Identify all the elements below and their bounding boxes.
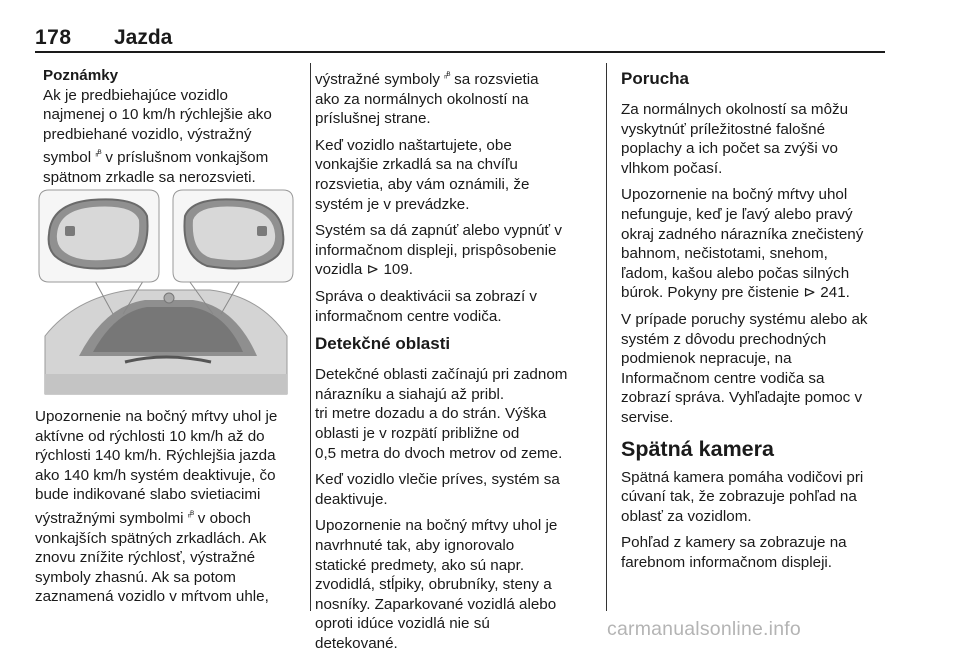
static-objects-paragraph: Upozornenie na bočný mŕtvy uhol je navrhnuté tak, aby ignorovalo statické predmety, ako sú napr. zvodidlá, stĺpiky, obrubníky, steny a nosníky. Zaparkované vozidlá alebo oproti idúce vozidlá nie sú detekované. — [315, 517, 558, 652]
rear-camera-heading: Spätná kamera — [621, 436, 774, 461]
blind-spot-warning-icon: ᵣᵢᴮ — [187, 508, 194, 519]
column-right — [621, 66, 887, 579]
note-text: Ak je predbiehajúce vozidlo najmenej o 10 km/h rýchlejšie ako predbiehané vozidlo, výstražný symbol $^{ᵣᵢᴮ}$ v príslušnom vonkajšom spätnom zrkadle sa nerozsvieti. — [43, 86, 272, 187]
deactivation-paragraph: Správa o deaktivácii sa zobrazí v informačnom centre vodiča. — [315, 288, 538, 325]
camera-display-paragraph: Pohľad z kamery sa zobrazuje na farebnom informačnom displeji. — [621, 534, 847, 571]
column-left-lower — [35, 407, 305, 607]
false-alarms-paragraph: Za normálnych okolností sa môžu vyskytnúť príležitostné falošné poplachy a ich počet sa zvýši vo vlhkom počasí. — [621, 101, 849, 177]
column-middle — [315, 66, 603, 661]
enable-paragraph: Systém sa dá zapnúť alebo vypnúť v informačnom displeji, prispôsobenie vozidla ⊳ 109. — [315, 222, 562, 279]
blind-spot-warning-icon: ᵣᵢᴮ — [95, 148, 102, 159]
page-reference-icon: ⊳ — [803, 284, 817, 302]
trailer-paragraph: Keď vozidlo vlečie príves, systém sa deaktivuje. — [315, 471, 560, 508]
page-number: 178 — [35, 26, 72, 49]
mirror-car-image — [35, 186, 297, 394]
header-rule — [35, 51, 885, 53]
blind-spot-mirror-illustration — [35, 186, 297, 394]
blind-spot-warning-icon: ᵣᵢᴮ — [444, 70, 450, 80]
section-title: Jazda — [114, 26, 173, 49]
speed-range-paragraph: Upozornenie na bočný mŕtvy uhol je aktívne od rýchlosti 10 km/h až do rýchlosti 140 km/h. Rýchlejšia jazda ako 140 km/h systém deaktivuje, čo bude indikované slabo svietiacimi výstražnými symbolmi $^{ᵣᵢᴮ}$ v oboch vonkajších spätných zrkadlách. Ak znovu znížite rýchlosť, výstražné symboly zhasnú. Ak sa potom zaznamená vozidlo v mŕtvom uhle, — [35, 408, 278, 606]
detection-zones-paragraph: Detekčné oblasti začínajú pri zadnom nárazníku a siahajú až pribl. tri metre dozadu a do strán. Výška oblasti je v rozpätí približne od 0,5 metra do dvoch metrov od zeme. — [315, 366, 568, 462]
start-paragraph: Keď vozidlo naštartujete, obe vonkajšie zrkadlá sa na chvíľu rozsvietia, aby vám oznámili, že systém je v prevádzke. — [315, 136, 530, 213]
symbols-paragraph: výstražné symboly $^{ᵣᵢᴮ}$ sa rozsvietia ako za normálnych okolností na príslušnej strane. — [315, 70, 539, 128]
page-reference-icon: ⊳ — [366, 261, 380, 279]
detection-zones-heading: Detekčné oblasti — [315, 334, 451, 354]
page-header — [35, 26, 885, 54]
column-divider-left — [310, 63, 311, 611]
rear-camera-paragraph: Spätná kamera pomáha vodičovi pri cúvaní tak, že zobrazuje pohľad na oblasť za vozidlom. — [621, 468, 864, 525]
column-divider-right — [606, 63, 607, 611]
dirty-bumper-paragraph: Upozornenie na bočný mŕtvy uhol nefunguje, keď je ľavý alebo pravý okraj zadného nárazníka znečistený bahnom, nečistotami, snehom, ľadom, kašou alebo počas silných búrok. Pokyny pre čistenie ⊳ 241. — [621, 186, 864, 302]
fault-heading: Porucha — [621, 69, 690, 88]
system-fault-paragraph: V prípade poruchy systému alebo ak systém z dôvodu prechodných podmienok nepracuje, na Informačnom centre vodiča sa zobrazí správa. Vyhľadajte pomoc v servise. — [621, 310, 868, 426]
watermark: carmanualsonline.info — [607, 618, 801, 640]
note-title: Poznámky — [43, 67, 119, 84]
column-left — [43, 66, 305, 188]
note-block — [43, 66, 305, 188]
